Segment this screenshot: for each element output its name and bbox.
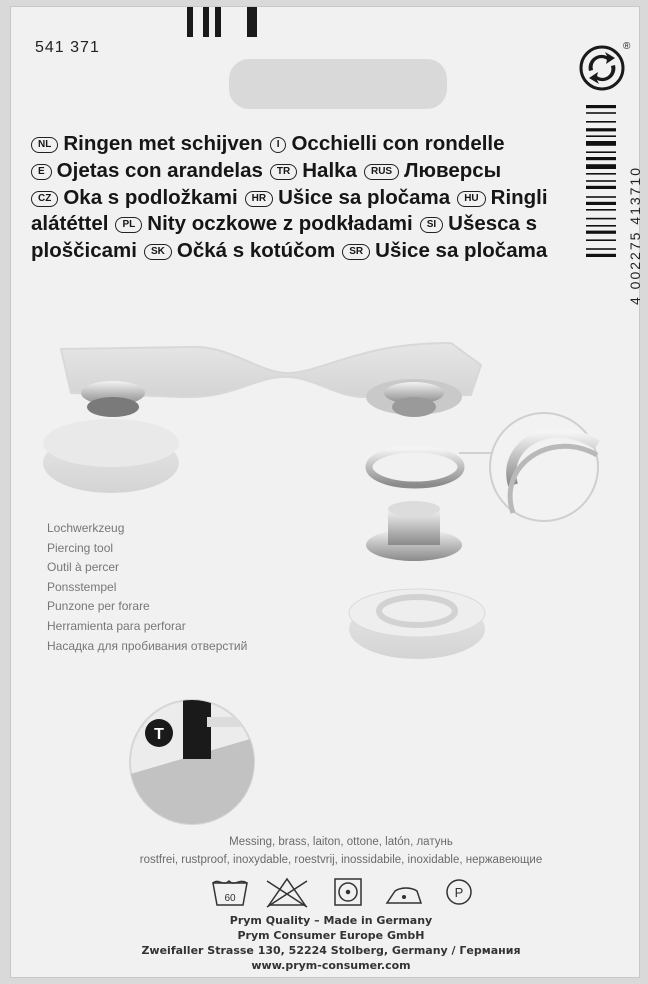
product-name-translation: Ušesca s: [448, 212, 538, 236]
language-code-badge: HU: [457, 191, 485, 207]
product-name-translation: Ušice sa pločama: [375, 239, 548, 263]
hang-hole: [229, 59, 447, 109]
tool-label: Outil à percer: [47, 560, 120, 575]
tool-label: Piercing tool: [47, 540, 114, 555]
care-symbols: [211, 875, 481, 911]
tool-labels: [47, 519, 247, 656]
language-code-badge: PL: [115, 217, 142, 233]
product-name-translation: Nity oczkowe z podkładami: [147, 212, 413, 236]
manufacturer-info: [71, 913, 591, 973]
product-name-translation: alátéttel: [31, 212, 109, 236]
hammer-usage-diagram: [127, 697, 257, 827]
language-code-badge: SK: [144, 244, 172, 260]
tool-label: Lochwerkzeug: [47, 521, 125, 535]
print-mark: [215, 7, 221, 37]
product-name-translation: Oka s podložkami: [63, 185, 238, 209]
language-code-badge: RUS: [364, 164, 399, 180]
product-name-translation: Ringli: [490, 185, 548, 209]
barcode-digits: [603, 105, 643, 305]
language-code-badge: HR: [245, 191, 273, 207]
language-line: [31, 185, 571, 212]
registered-mark: ®: [623, 41, 631, 52]
product-name-translation: Люверсы: [404, 158, 502, 182]
language-line: [31, 131, 571, 158]
product-name-translation: Occhielli con rondelle: [291, 132, 505, 155]
product-name-translation: Halka: [302, 158, 357, 182]
language-code-badge: SR: [342, 244, 370, 260]
wash-temp-label: 60: [224, 893, 236, 904]
iron-icon: [387, 888, 421, 903]
company-name: Prym Consumer Europe GmbH: [237, 929, 425, 942]
tool-label: Ponsstempel: [47, 579, 117, 594]
language-code-badge: E: [31, 164, 52, 180]
product-name-translation: Ojetas con arandelas: [56, 158, 263, 182]
quality-line: Prym Quality – Made in Germany: [229, 914, 433, 927]
tool-label: Herramienta para perforar: [47, 618, 186, 633]
packaging-card: [10, 6, 643, 978]
language-code-badge: SI: [420, 217, 443, 233]
print-mark: [247, 7, 257, 37]
dry-clean-label: P: [454, 885, 464, 900]
product-name-translation: ploščicami: [31, 239, 137, 263]
product-code: 541 371: [35, 39, 100, 56]
material-info: [91, 833, 591, 869]
language-code-badge: NL: [31, 137, 58, 153]
language-line: [31, 211, 571, 238]
product-names-multilingual: [31, 131, 571, 265]
tool-label: Punzone per forare: [47, 599, 150, 614]
hammer-badge-label: T: [154, 726, 164, 743]
material-line: Messing, brass, laiton, ottone, latón, латунь: [229, 836, 453, 848]
language-code-badge: TR: [270, 164, 297, 180]
product-name-translation: Očká s kotúčom: [176, 239, 336, 263]
website: www.prym-consumer.com: [251, 959, 411, 972]
green-dot-recycle-icon: [579, 45, 625, 91]
language-code-badge: CZ: [31, 191, 58, 207]
language-line: [31, 158, 571, 185]
tool-label: Насадка для пробивания отверстий: [47, 638, 248, 653]
material-line: rostfrei, rustproof, inoxydable, roestvrij, inossidabile, inoxidable, нержавеющие: [139, 854, 543, 866]
print-mark: [203, 7, 209, 37]
no-bleach-icon: [267, 879, 307, 907]
tumble-dry-icon: [335, 879, 361, 905]
language-line: [31, 238, 571, 265]
product-name-translation: Ringen met schijven: [63, 132, 263, 155]
company-address: Zweifaller Strasse 130, 52224 Stolberg, Germany / Германия: [141, 944, 521, 957]
barcode-number: 4 002275 413710: [627, 166, 643, 305]
product-name-translation: Ušice sa pločama: [278, 185, 451, 209]
language-code-badge: I: [270, 137, 287, 153]
print-mark: [187, 7, 193, 37]
